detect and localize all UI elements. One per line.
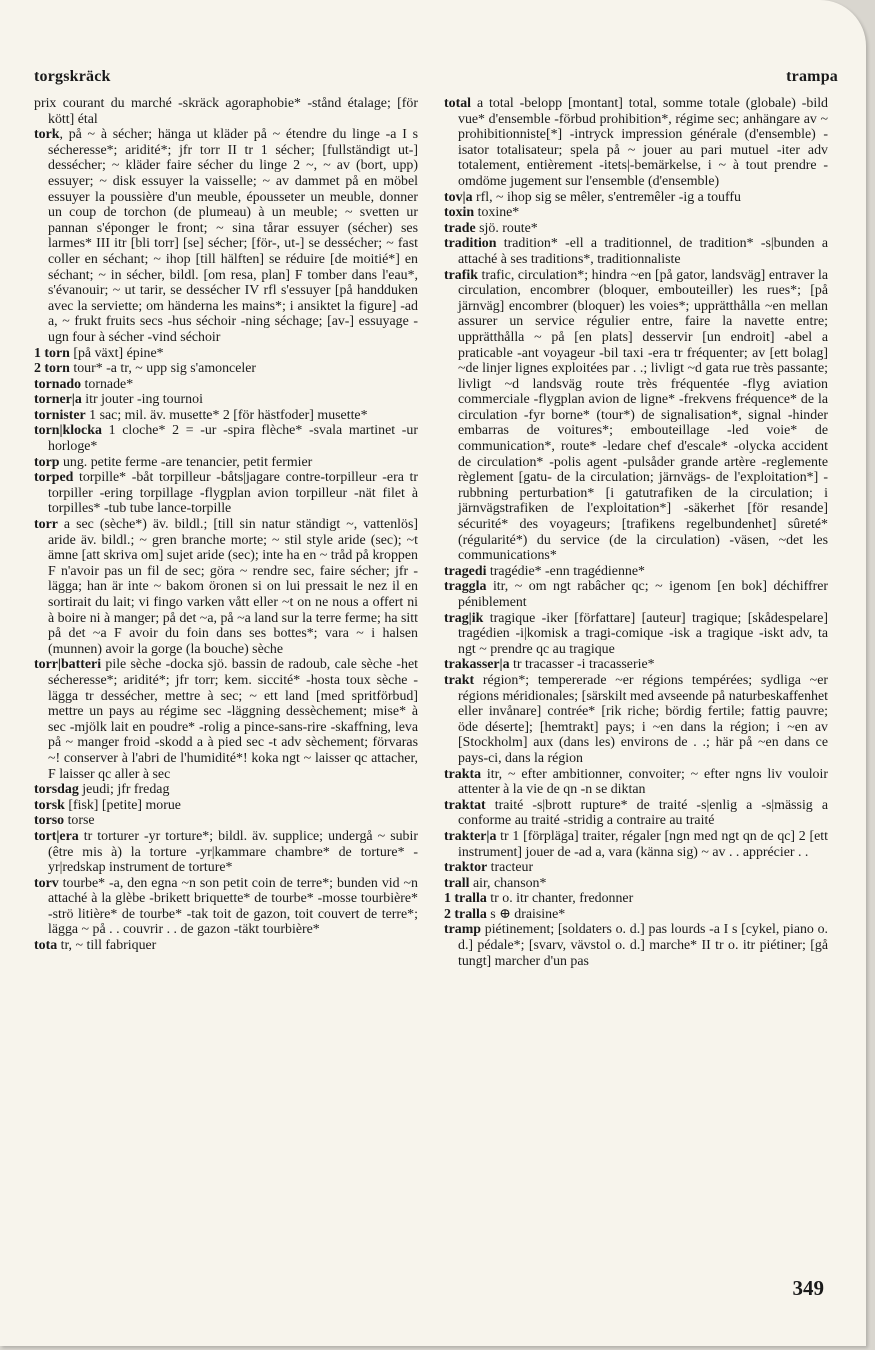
entry-headword: torner|a bbox=[34, 392, 82, 408]
entry-definition: jeudi; jfr fredag bbox=[78, 782, 170, 798]
dictionary-entry bbox=[444, 236, 828, 267]
entry-headword: tradition bbox=[444, 236, 497, 252]
entry-definition: tour* -a tr, ~ upp sig s'amonceler bbox=[69, 361, 257, 377]
dictionary-entry bbox=[444, 190, 828, 206]
dictionary-entry bbox=[444, 657, 828, 673]
entry-definition: tradition* -ell a traditionnel, de tradition* -s|bunden a attaché à ses traditions*, traditionnaliste bbox=[458, 236, 828, 267]
entry-headword: tornado bbox=[34, 376, 82, 392]
dictionary-entry bbox=[444, 860, 828, 876]
entry-headword: 2 torn bbox=[34, 361, 70, 377]
entry-definition: tragique -iker [författare] [auteur] tragique; [skådespelare] tragédien -i|komisk a tragi-comique -isk a tragique -iskt adv, ta ngt ~ prendre qc au tragique bbox=[458, 610, 828, 657]
entry-definition: région*; tempererade ~er régions tempérées; sydliga ~er régions méridionales; [särskilt med avseende på naturbeskaffenhet eller invånare] contrée* [rik riche; bördig fertile; fattig pauvre; öde déserte]; [hemtrakt] pays; i ~en dans la région; i ~en av [Stockholm] aux (dans les) environs de . .; här på ~en dans ce pays-ci, dans la région bbox=[458, 672, 828, 766]
left-column bbox=[34, 96, 418, 954]
entry-headword: trakta bbox=[444, 766, 482, 782]
dictionary-entry bbox=[34, 470, 418, 517]
dictionary-entry bbox=[34, 408, 418, 424]
entry-definition: tr, ~ till fabriquer bbox=[57, 938, 157, 954]
dictionary-entry bbox=[444, 564, 828, 580]
entry-definition: s ⊕ draisine* bbox=[486, 906, 566, 922]
entry-definition: prix courant du marché -skräck agoraphobie* -stånd étalage; [för kött] étal bbox=[34, 96, 418, 127]
header-left-guideword: torgskräck bbox=[34, 68, 111, 85]
entry-definition: tornade* bbox=[81, 376, 134, 392]
dictionary-entry bbox=[34, 876, 418, 938]
entry-headword: trakasser|a bbox=[444, 657, 510, 673]
dictionary-entry bbox=[444, 579, 828, 610]
dictionary-entry bbox=[34, 127, 418, 345]
dictionary-entry bbox=[34, 423, 418, 454]
dictionary-entry bbox=[34, 813, 418, 829]
right-column bbox=[444, 96, 828, 969]
entry-headword: 2 tralla bbox=[444, 906, 487, 922]
entry-headword: traktat bbox=[444, 797, 486, 813]
dictionary-entry bbox=[444, 673, 828, 767]
entry-definition: [på växt] épine* bbox=[69, 345, 164, 361]
entry-definition: torpille* -båt torpilleur -båts|jagare contre-torpilleur -era tr torpiller -ering torpillage -flygplan avion torpilleur -nät filet à torpilles* -tub tube lance-torpille bbox=[48, 470, 418, 517]
dictionary-entry bbox=[444, 767, 828, 798]
entry-headword: torr bbox=[34, 517, 58, 533]
entry-headword: trakter|a bbox=[444, 828, 497, 844]
dictionary-entry bbox=[34, 657, 418, 782]
entry-definition: tr 1 [förpläga] traiter, régaler [ngn med ngt qn de qc] 2 [ett instrument] jouer de -ad a, vara (känna sig) ~ av . . apprécier . . bbox=[458, 828, 828, 860]
entry-definition: [fisk] [petite] morue bbox=[64, 797, 181, 813]
dictionary-entry bbox=[444, 205, 828, 221]
entry-definition: , på ~ à sécher; hänga ut kläder på ~ étendre du linge -a I s sécheresse*; aridité*; jfr torr II tr 1 sécher; [fullständigt ut-] dessécher; ~ kläder faire sécher du linge 2 ~, ~ av (bort, upp) essuyer; ~ disk essuyer la vaisselle; ~ av dammet på en möbel essuyer la poussière d'un meuble, épousseter un meuble, donner un coup de torchon (de plumeau) à un meuble; ~ svetten ur pannan s'éponger le front; ~ sina tårar essuyer (sécher) ses larmes* III itr [bli torr] [se] sécher; [för-, ut-] se dessécher; ~ fast coller en séchant; ~ ihop [till hälften] se réduire [de moitié*] en séchant; ~ in sécher, bildl. [om resa, plan] F tomber dans l'eau*, s'évanouir; ~ ut tarir, se dessécher IV rfl s'essuyer [på handduken avec la serviette; om händerna les mains*; i ansiktet la figure] -ad a, ~ frukt fruits secs -hus séchoir -ning séchage; [av-] essuyage -ugn four à sécher -vind séchoir bbox=[48, 127, 418, 345]
entry-definition: pile sèche -docka sjö. bassin de radoub, cale sèche -het sécheresse*; aridité*; jfr torr; kem. siccité* -hosta toux sèche -lägga tr dessécher, mettre à sec; ~ ett land [med spritförbud] mettre un pays au régime sec -läggning dessèchement; mise* à sec -mjölk lait en poudre* -rolig a pince-sans-rire -skaffning, leva på ~ manger froid -skodd a à pied sec -t adv sèchement; förvaras ~! conserver à l'abri de l'humidité*! koka ngt ~ laisser qc attacher, F laisser qc aller à sec bbox=[48, 657, 418, 782]
entry-definition: tr o. itr chanter, fredonner bbox=[486, 891, 634, 907]
entry-definition: trafic, circulation*; hindra ~en [på gator, landsväg] entraver la circulation, encombrer (bloquer, embouteiller) les rues*; [på järnväg] encombrer (bloquer) les voies*; upprätthålla ~en mellan assurer un service régulier entre, faire la navette entre; upprätthålla ~ på [en plats] desservir [un endroit] -abel a praticable -ant voyageur -bil taxi -era tr fréquenter; av [ett bolag] ~de linjer lignes exploitées par . .; livligt ~d gata rue très passante; livligt ~d landsväg route très fréquentée -flyg aviation commerciale -flygplan avion de ligne* -frekvens fréquence* de la circulation -fyr borne* (tour*) de signalisation*, signal -hinder embarras de voitures*; embouteillage -led voie* de communication*, route* -ledare chef d'escale* -olycka accident de circulation* -polis agent -pulsåder grande artère -reglemente règlement [gatu- de la circulation; järnvägs- de l'exploitation*] -rubbning perturbation* [i gatutrafiken de la circulation; i järnvägstrafiken de l'exploitation*] -säkerhet [för resande] sécurité* des voyageurs; [trafikens regelbundenhet] sûreté* (régularité*) du service (de la circulation) -väsen, ~det les communications* bbox=[458, 267, 828, 564]
entry-headword: trafik bbox=[444, 267, 478, 283]
dictionary-entry bbox=[34, 782, 418, 798]
entry-headword: tork bbox=[34, 127, 60, 143]
entry-headword: 1 tralla bbox=[444, 891, 487, 907]
entry-definition: torse bbox=[64, 813, 95, 829]
dictionary-entry bbox=[34, 517, 418, 657]
entry-headword: tov|a bbox=[444, 189, 473, 205]
entry-definition: toxine* bbox=[474, 205, 520, 221]
entry-definition: tr torturer -yr torture*; bildl. äv. supplice; undergå ~ subir (être mis à) la torture -yr|kammare chambre* de torture* -yr|redskap instrument de torture* bbox=[48, 828, 418, 876]
entry-headword: torn|klocka bbox=[34, 423, 102, 439]
entry-definition: tragédie* -enn tragédienne* bbox=[486, 563, 645, 579]
entry-headword: traktor bbox=[444, 860, 488, 876]
entry-definition: piétinement; [soldaters o. d.] pas lourds -a I s [cykel, piano o. d.] pédale*; [svarv, vävstol o. d.] marche* II tr o. itr piétiner; [gå tungt] marcher d'un pas bbox=[458, 922, 828, 969]
entry-definition: rfl, ~ ihop sig se mêler, s'entremêler -ig a touffu bbox=[472, 189, 741, 205]
entry-headword: tragedi bbox=[444, 563, 487, 579]
entry-headword: total bbox=[444, 96, 472, 111]
entry-headword: torso bbox=[34, 813, 65, 829]
entry-definition: 1 sac; mil. äv. musette* 2 [för hästfoder] musette* bbox=[85, 407, 368, 423]
entry-headword: trall bbox=[444, 875, 470, 891]
dictionary-entry bbox=[34, 829, 418, 876]
entry-definition: a sec (sèche*) äv. bildl.; [till sin natur ständigt ~, vattenlös] aride äv. bildl.; ~ gren branche morte; ~ stil style aride (sec); ~t ämne [att skriva om] sujet aride (sec); inte ha en ~ tråd på kroppen F n'avoir pas un fil de sec; göra ~ rendre sec, faire sécher; jfr -lägga; han är inte ~ bakom öronen si on lui pressait le nez il en sortirait du lait; vi fingo varken vått eller ~t on ne nous a offert ni à boire ni à manger; på det ~a, på ~a land sur la terre ferme; ha sitt på det ~a F avoir du foin dans ses bottes*; vara ~ i halsen (munnen) avoir la gorge (la bouche) sèche bbox=[48, 517, 418, 657]
dictionary-entry bbox=[34, 455, 418, 471]
dictionary-entry bbox=[444, 876, 828, 892]
dictionary-entry bbox=[444, 221, 828, 237]
entry-headword: traggla bbox=[444, 579, 487, 595]
entry-headword: trakt bbox=[444, 672, 475, 688]
dictionary-entry bbox=[34, 96, 418, 127]
dictionary-entry bbox=[444, 907, 828, 923]
entry-headword: toxin bbox=[444, 205, 475, 221]
entry-definition: sjö. route* bbox=[475, 220, 538, 236]
entry-headword: torv bbox=[34, 875, 59, 891]
entry-definition: itr jouter -ing tournoi bbox=[81, 392, 203, 408]
dictionary-entry bbox=[444, 798, 828, 829]
entry-definition: tr tracasser -i tracasserie* bbox=[509, 657, 655, 673]
header-right-guideword: trampa bbox=[786, 68, 838, 85]
entry-definition: itr, ~ om ngt rabâcher qc; ~ igenom [en bok] déchiffrer péniblement bbox=[458, 579, 828, 610]
entry-headword: torp bbox=[34, 454, 60, 470]
dictionary-entry bbox=[444, 891, 828, 907]
running-header bbox=[34, 68, 838, 86]
entry-headword: tort|era bbox=[34, 828, 79, 844]
entry-headword: tramp bbox=[444, 922, 482, 938]
entry-definition: tourbe* -a, den egna ~n son petit coin de terre*; bunden vid ~n attaché à la glèbe -brikett briquette* de tourbe* -mosse tourbière* -strö litière* de tourbe* -tak toit de gazon, toit couvert de terre*; lägga ~ på . . couvrir . . de gazon -täkt tourbière* bbox=[48, 875, 418, 938]
entry-definition: air, chanson* bbox=[469, 875, 547, 891]
entry-headword: tornister bbox=[34, 407, 86, 423]
entry-definition: ung. petite ferme -are tenancier, petit fermier bbox=[59, 454, 313, 470]
entry-definition: traité -s|brott rupture* de traité -s|enlig a -s|mässig a conforme au traité -stridig a contraire au traité bbox=[458, 797, 828, 829]
dictionary-entry bbox=[34, 392, 418, 408]
dictionary-entry bbox=[444, 268, 828, 564]
entry-headword: torsdag bbox=[34, 782, 79, 798]
entry-headword: torped bbox=[34, 470, 74, 486]
entry-headword: torsk bbox=[34, 797, 65, 813]
dictionary-entry bbox=[444, 922, 828, 969]
dictionary-entry bbox=[444, 96, 828, 190]
dictionary-entry bbox=[34, 377, 418, 393]
dictionary-entry bbox=[34, 938, 418, 954]
entry-headword: trag|ik bbox=[444, 610, 484, 626]
dictionary-entry bbox=[444, 611, 828, 658]
entry-definition: 1 cloche* 2 = -ur -spira flèche* -svala martinet -ur horloge* bbox=[48, 423, 418, 455]
page-number: 349 bbox=[792, 1276, 824, 1300]
dictionary-entry bbox=[34, 361, 418, 377]
entry-headword: torr|batteri bbox=[34, 657, 102, 673]
entry-definition: itr, ~ efter ambitionner, convoiter; ~ efter ngns liv vouloir attenter à la vie de qn -n se diktan bbox=[458, 766, 828, 798]
dictionary-entry bbox=[444, 829, 828, 860]
entry-definition: a total -belopp [montant] total, somme totale (globale) -bild vue* d'ensemble -förbud prohibition*, régime sec; anhängare av ~ prohibitionniste[*] -intryck impression générale (d'ensemble) -isator totalisateur; spela på ~ jouer au pari mutuel -iter adv totalement, entièrement -itets|-bemärkelse, i ~ à tout prendre -omdöme jugement sur l'ensemble (d'ensemble) bbox=[458, 96, 828, 189]
entry-definition: tracteur bbox=[487, 860, 534, 876]
entry-headword: 1 torn bbox=[34, 345, 70, 361]
dictionary-entry bbox=[34, 346, 418, 362]
entry-headword: tota bbox=[34, 938, 58, 954]
entry-headword: trade bbox=[444, 220, 476, 236]
dictionary-entry bbox=[34, 798, 418, 814]
